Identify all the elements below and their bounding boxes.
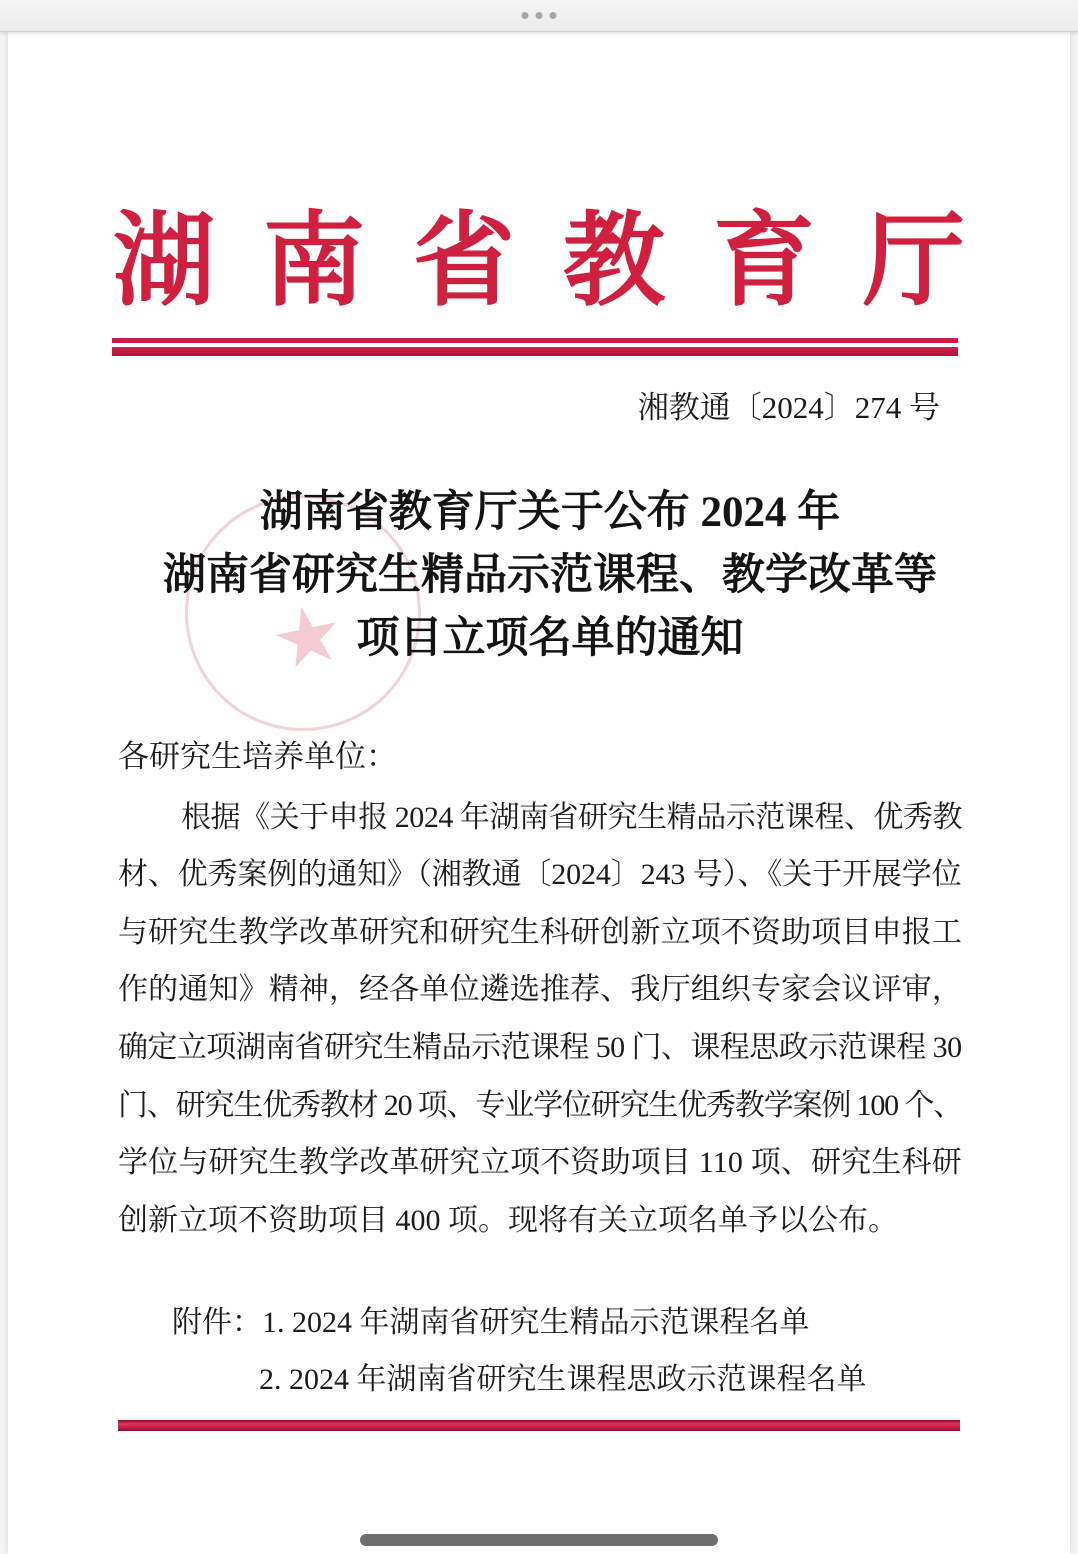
footer-rule [118,1420,960,1431]
viewer-top-bar[interactable] [0,0,1078,32]
letterhead-rule-thick [112,347,958,356]
body-line-7: 学位与研究生教学改革研究立项不资助项目 110 项、研究生科研 [118,1146,962,1179]
doc-number: 湘教通〔2024〕274 号 [637,390,940,425]
body-line-8: 创新立项不资助项目 400 项。现将有关立项名单予以公布。 [118,1204,898,1237]
body-line-3: 与研究生教学改革研究和研究生科研创新立项不资助项目申报工 [118,916,962,949]
body-line-2: 材、优秀案例的通知》（湘教通〔2024〕243 号）、《关于开展学位 [118,858,962,891]
letterhead-org-name-text: 湖南省教育厅 [113,206,1013,319]
salutation: 各研究生培养单位： [118,739,397,774]
letterhead-org-name [0,208,1078,318]
body-line-4: 作的通知》精神，经各单位遴选推荐、我厅组织专家会议评审， [118,973,962,1006]
body-line-6: 门、研究生优秀教材 20 项、专业学位研究生优秀教学案例 100 个、 [118,1089,962,1122]
body-line-1: 根据《关于申报 2024 年湖南省研究生精品示范课程、优秀教 [181,801,962,834]
home-indicator[interactable] [360,1534,718,1546]
drag-handle-dots-icon [522,12,557,19]
doc-title-line-1: 湖南省教育厅关于公布 2024 年 [259,489,841,536]
attachment-line-1: 附件：1. 2024 年湖南省研究生精品示范课程名单 [172,1306,810,1339]
body-line-5: 确定立项湖南省研究生精品示范课程 50 门、课程思政示范课程 30 [118,1031,962,1064]
doc-title-line-3: 项目立项名单的通知 [356,615,744,662]
letterhead-rule [112,338,958,356]
attachment-line-2: 2. 2024 年湖南省研究生课程思政示范课程名单 [259,1363,867,1396]
doc-title-line-2: 湖南省研究生精品示范课程、教学改革等 [163,552,937,599]
